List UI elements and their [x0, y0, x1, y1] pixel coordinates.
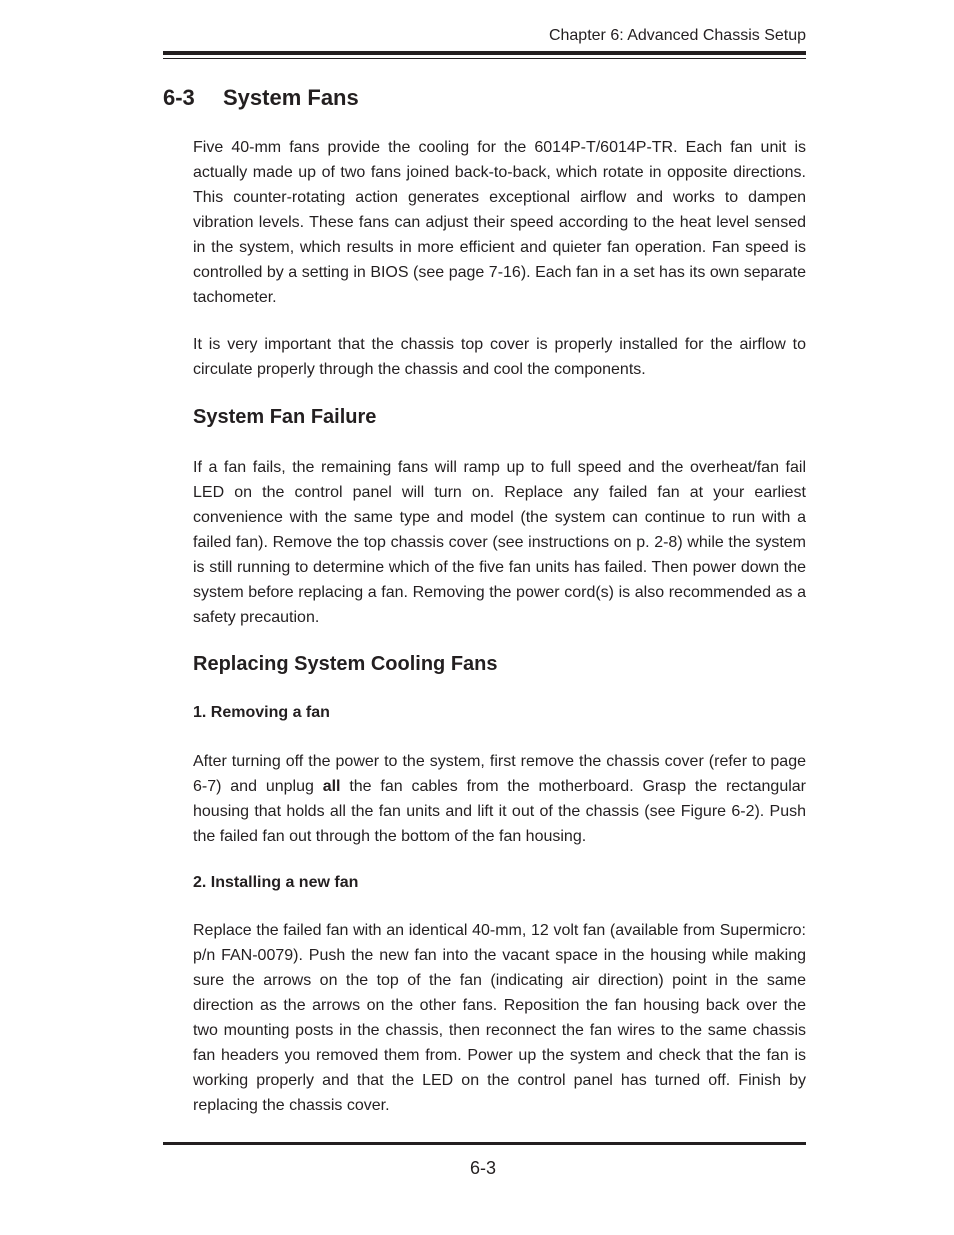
footer-rule: [163, 1142, 806, 1145]
fan-failure-heading: System Fan Failure: [193, 406, 377, 428]
section-title: System Fans: [223, 85, 359, 110]
step1-text-after: the fan cables from the motherboard. Grasp the rectangular housing that holds all the fan units and lift it out of the chassis (see Figure 6-2). Push the failed fan out through the bottom of the fan housing.: [193, 778, 806, 845]
step2-paragraph: Replace the failed fan with an identical 40-mm, 12 volt fan (available from Supermicro: p/n FAN-0079). Push the new fan into the vacant space in the housing while making sure the arrows on the top of the fan (indicating air direction) point in the same direction as the arrows on the other fans. Reposition the fan housing back over the two mounting posts in the chassis, then reconnect the fan wires to the same chassis fan headers you removed them from. Power up the system and check that the fan is working properly and that the LED on the control panel has turned off. Finish by replacing the chassis cover.: [193, 922, 806, 1114]
page-number: 6-3: [470, 1158, 497, 1178]
step1-bold-word: all: [322, 778, 341, 795]
step2-heading: 2. Installing a new fan: [193, 874, 359, 891]
intro-paragraph-2: It is very important that the chassis top cover is properly installed for the airflow to circulate properly through the chassis and cool the components.: [193, 336, 806, 378]
fan-failure-paragraph: If a fan fails, the remaining fans will ramp up to full speed and the overheat/fan fail LED on the control panel will turn on. Replace any failed fan at your earliest convenience with the same type and model (the system can continue to run with a failed fan). Remove the top chassis cover (see instructions on p. 2-8) while the system is still running to determine which of the five fan units has failed. Then power down the system before replacing a fan. Removing the power cord(s) is also recommended as a safety precaution.: [193, 459, 806, 626]
chapter-title: Chapter 6: Advanced Chassis Setup: [548, 27, 806, 44]
replacing-fans-heading: Replacing System Cooling Fans: [193, 653, 498, 675]
section-heading: [163, 85, 359, 111]
step1-heading: 1. Removing a fan: [193, 704, 330, 721]
header-rule-thin: [163, 58, 806, 59]
step1-paragraph: [193, 749, 806, 849]
step1-text-before: After turning off the power to the system, first remove the chassis cover (refer to page 6-7) and unplug: [193, 753, 806, 795]
intro-paragraph-1: Five 40-mm fans provide the cooling for the 6014P-T/6014P-TR. Each fan unit is actually made up of two fans joined back-to-back, which rotate in opposite directions. This counter-rotating action generates exceptional airflow and works to dampen vibration levels. These fans can adjust their speed according to the heat level sensed in the system, which results in more efficient and quieter fan operation. Fan speed is controlled by a setting in BIOS (see page 7-16). Each fan in a set has its own separate tachometer.: [193, 139, 806, 306]
header-rule-thick: [163, 51, 806, 55]
section-number: 6-3: [163, 85, 195, 110]
